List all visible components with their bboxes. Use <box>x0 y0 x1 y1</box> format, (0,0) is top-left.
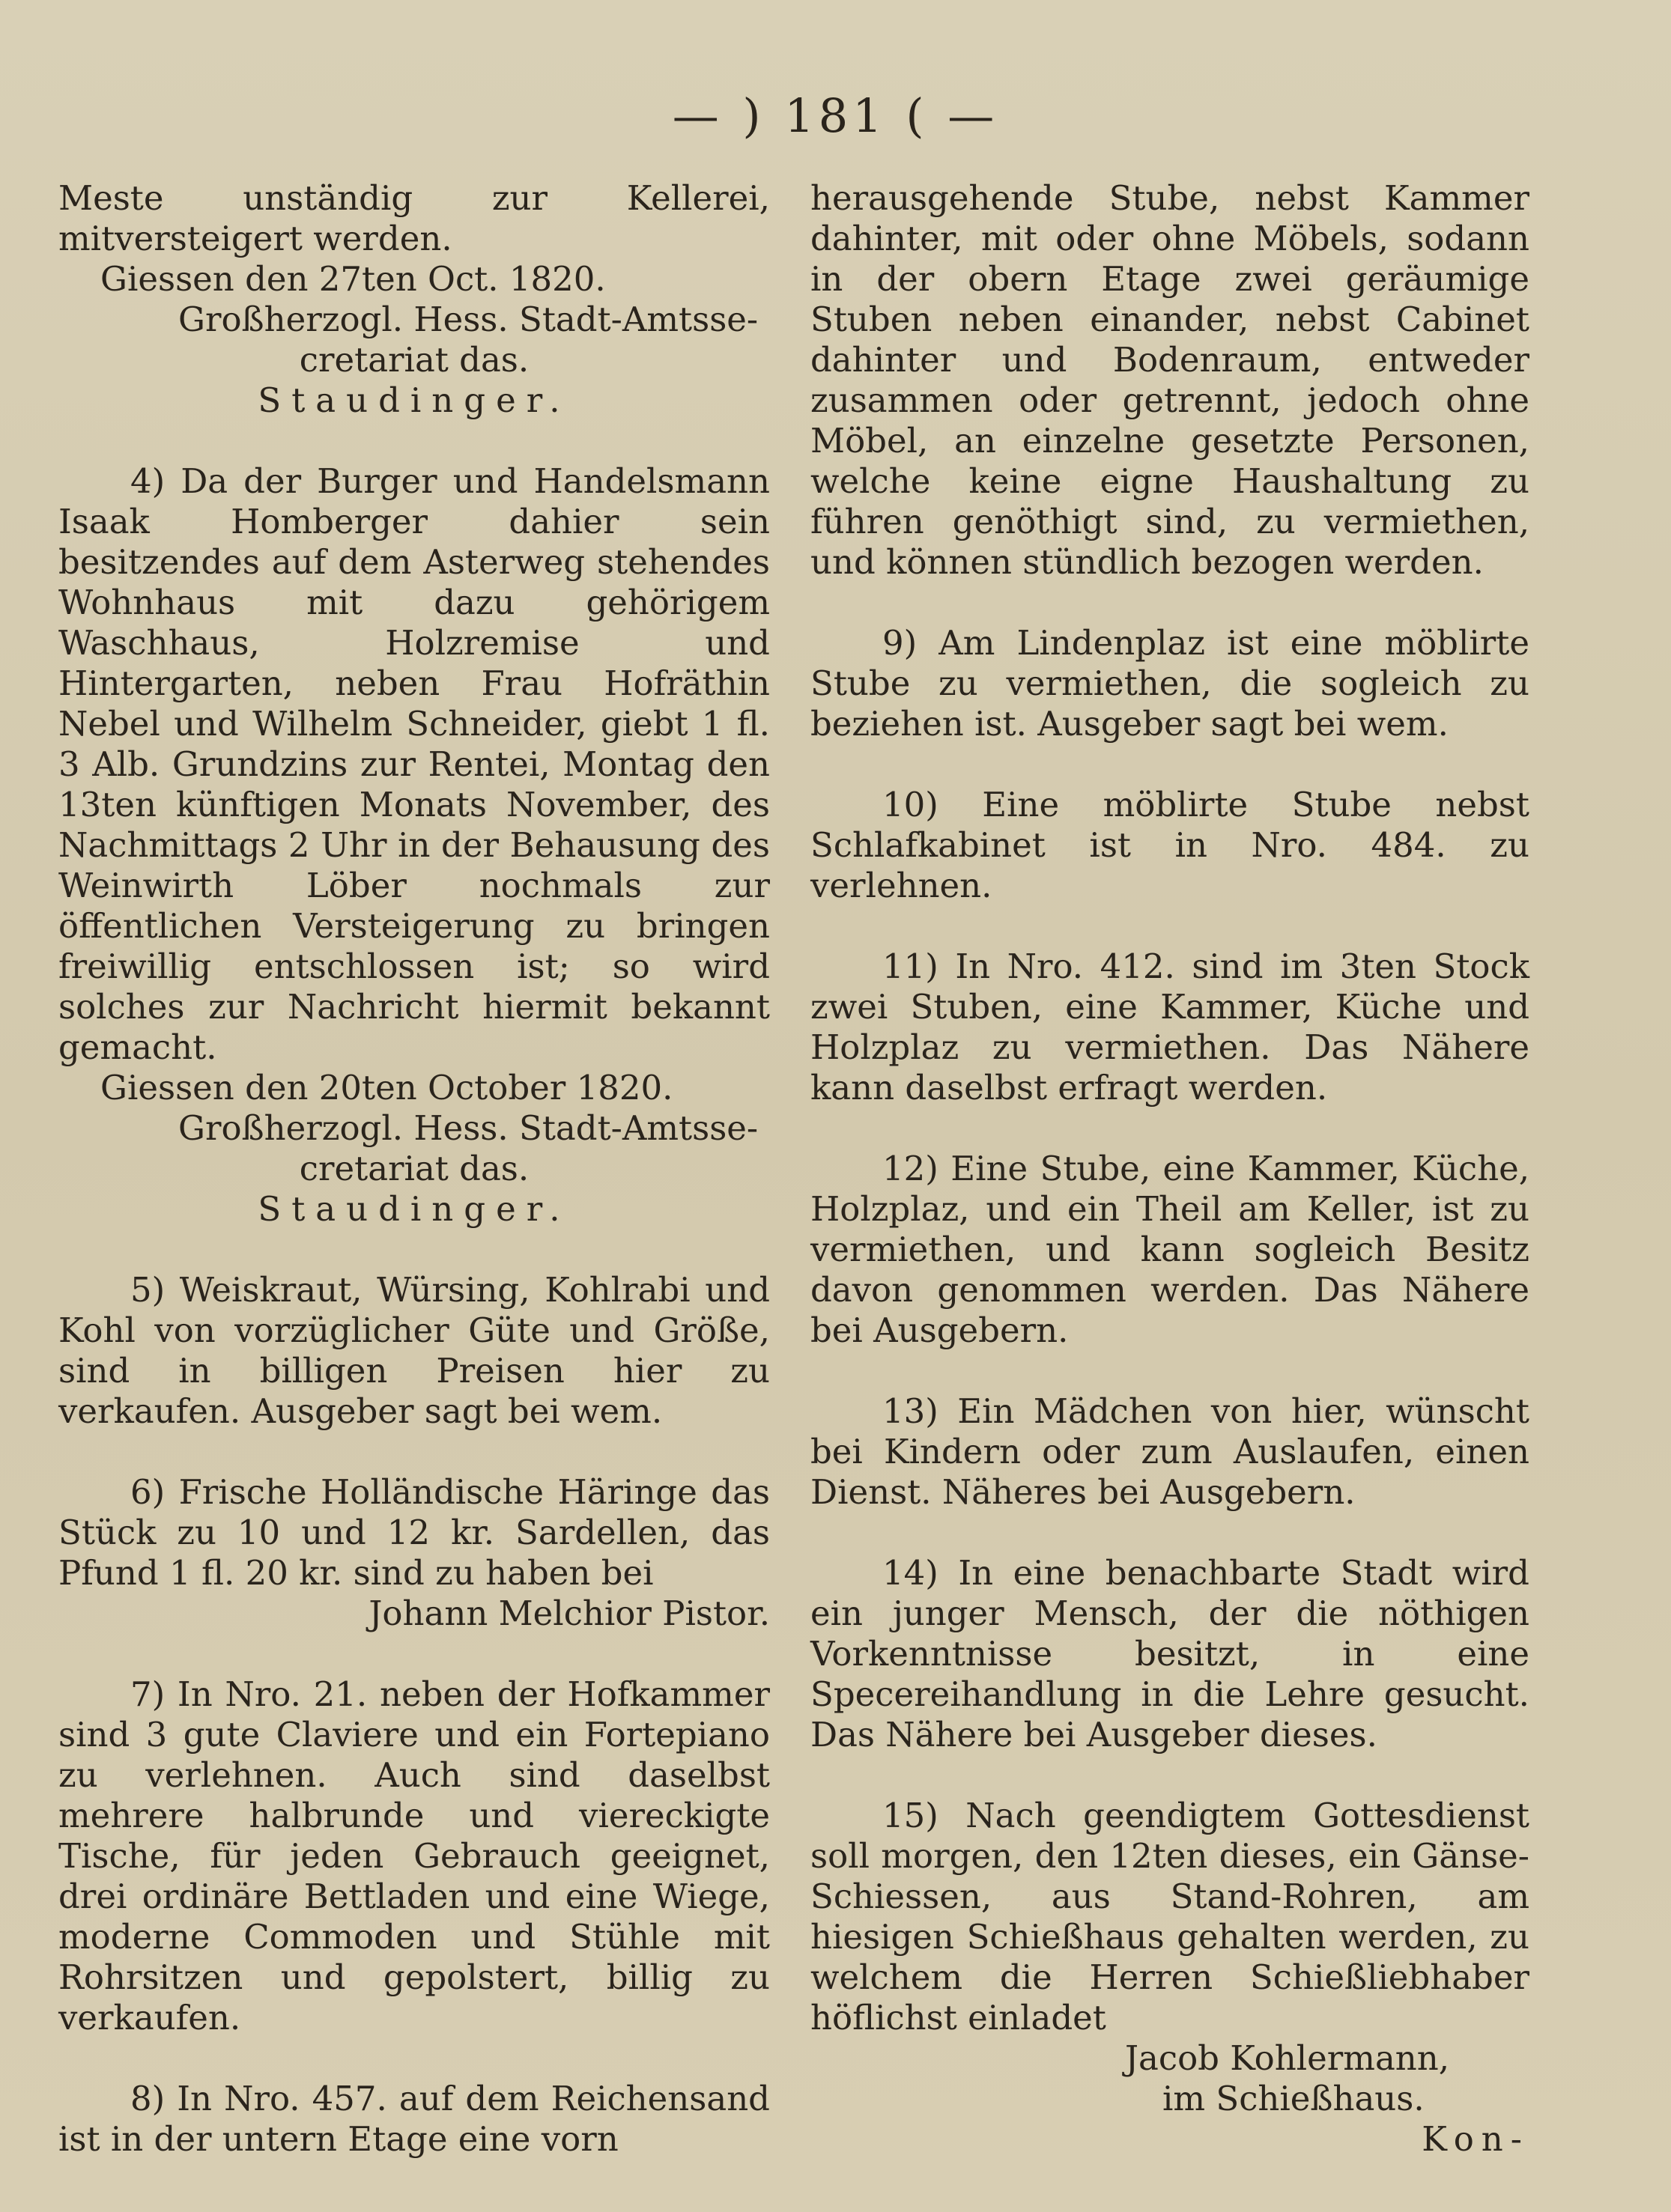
notice-office: Großherzogl. Hess. Stadt-Amtsse- <box>178 300 759 339</box>
notice-signer-location: im Schießhaus. <box>1162 2079 1425 2118</box>
notice-text: 13) Ein Mädchen von hier, wünscht bei Kindern oder zum Auslaufen, einen Dienst. Näheres bei Ausgebern. <box>810 1391 1529 1512</box>
notice-8-continued <box>810 178 1529 583</box>
notice-office: Großherzogl. Hess. Stadt-Amtsse- <box>178 1108 759 1148</box>
notice-text: 11) In Nro. 412. sind im 3ten Stock zwei Stuben, eine Kammer, Küche und Holzplaz zu vermiethen. Das Nähere kann daselbst erfragt werden. <box>810 947 1529 1107</box>
notice-text: 9) Am Lindenplaz ist eine möblirte Stube zu vermiethen, die sogleich zu beziehen ist. Ausgeber sagt bei wem. <box>810 623 1529 744</box>
right-column <box>810 178 1529 2160</box>
notice-12 <box>810 1149 1529 1351</box>
notice-10 <box>810 785 1529 906</box>
catchword: Kon- <box>1422 2119 1529 2159</box>
notice-signer: Staudinger. <box>258 380 571 420</box>
notice-9 <box>810 623 1529 744</box>
notice-text: 12) Eine Stube, eine Kammer, Küche, Holzplaz, und ein Theil am Keller, ist zu vermiethen, und kann sogleich Besitz davon genommen werden. Das Nähere bei Ausgebern. <box>810 1149 1529 1350</box>
notice-office-cont: cretariat das. <box>299 1149 530 1188</box>
notice-8 <box>58 2079 770 2160</box>
notice-5 <box>58 1270 770 1432</box>
notice-13 <box>810 1391 1529 1513</box>
notice-office-cont: cretariat das. <box>299 340 530 380</box>
notice-text: 14) In eine benachbarte Stadt wird ein junger Mensch, der die nöthigen Vorkenntnisse besitzt, in eine Specereihandlung in die Lehre gesucht. Das Nähere bei Ausgeber dieses. <box>810 1553 1529 1754</box>
notice-text: Meste unständig zur Kellerei, mitversteigert werden. <box>58 178 770 258</box>
page-number: — ) 181 ( — <box>672 88 999 143</box>
notice-15 <box>810 1796 1529 2119</box>
notice-text: 5) Weiskraut, Würsing, Kohlrabi und Kohl von vorzüglicher Güte und Größe, sind in billigen Preisen hier zu verkaufen. Ausgeber sagt bei wem. <box>58 1270 770 1431</box>
notice-continued <box>58 178 770 421</box>
notice-signer: Jacob Kohlermann, <box>1125 2038 1450 2078</box>
notice-text: 7) In Nro. 21. neben der Hofkammer sind 3 gute Claviere und ein Fortepiano zu verlehnen. Auch sind daselbst mehrere halbrunde und viereckigte Tische, für jeden Gebrauch geeignet, drei ordinäre Bettladen und eine Wiege, moderne Commoden und Stühle mit Rohrsitzen und gepolstert, billig zu verkaufen. <box>58 1674 770 2038</box>
notice-6 <box>58 1472 770 1634</box>
notice-4 <box>58 461 770 1230</box>
notice-text: 8) In Nro. 457. auf dem Reichensand ist in der untern Etage eine vorn <box>58 2079 770 2159</box>
notice-text: 15) Nach geendigtem Gottesdienst soll morgen, den 12ten dieses, ein Gänse-Schiessen, aus Stand-Rohren, am hiesigen Schießhaus gehalten werden, zu welchem die Herren Schießliebhaber höflichst einladet <box>810 1796 1529 2038</box>
notice-signer: Staudinger. <box>258 1189 571 1229</box>
notice-date: Giessen den 20ten October 1820. <box>100 1068 673 1107</box>
notice-date: Giessen den 27ten Oct. 1820. <box>100 259 606 299</box>
notice-11 <box>810 947 1529 1108</box>
notice-text: 10) Eine möblirte Stube nebst Schlafkabinet ist in Nro. 484. zu verlehnen. <box>810 785 1529 905</box>
notice-text: 6) Frische Holländische Häringe das Stück zu 10 und 12 kr. Sardellen, das Pfund 1 fl. 20 kr. sind zu haben bei <box>58 1472 770 1593</box>
notice-14 <box>810 1553 1529 1755</box>
notice-7 <box>58 1674 770 2038</box>
notice-signer: Johann Melchior Pistor. <box>369 1593 770 1633</box>
notice-text: 4) Da der Burger und Handelsmann Isaak Homberger dahier sein besitzendes auf dem Asterweg stehendes Wohnhaus mit dazu gehörigem Waschhaus, Holzremise und Hintergarten, neben Frau Hofräthin Nebel und Wilhelm Schneider, giebt 1 fl. 3 Alb. Grundzins zur Rentei, Montag den 13ten künftigen Monats November, des Nachmittags 2 Uhr in der Behausung des Weinwirth Löber nochmals zur öffentlichen Versteigerung zu bringen freiwillig entschlossen ist; so wird solches zur Nachricht hiermit bekannt gemacht. <box>58 461 770 1067</box>
left-column <box>58 178 770 2160</box>
notice-text: herausgehende Stube, nebst Kammer dahinter, mit oder ohne Möbels, sodann in der obern Etage zwei geräumige Stuben neben einander, nebst Cabinet dahinter und Bodenraum, entweder zusammen oder getrennt, jedoch ohne Möbel, an einzelne gesetzte Personen, welche keine eigne Haushaltung zu führen genöthigt sind, zu vermiethen, und können stündlich bezogen werden. <box>810 178 1529 582</box>
